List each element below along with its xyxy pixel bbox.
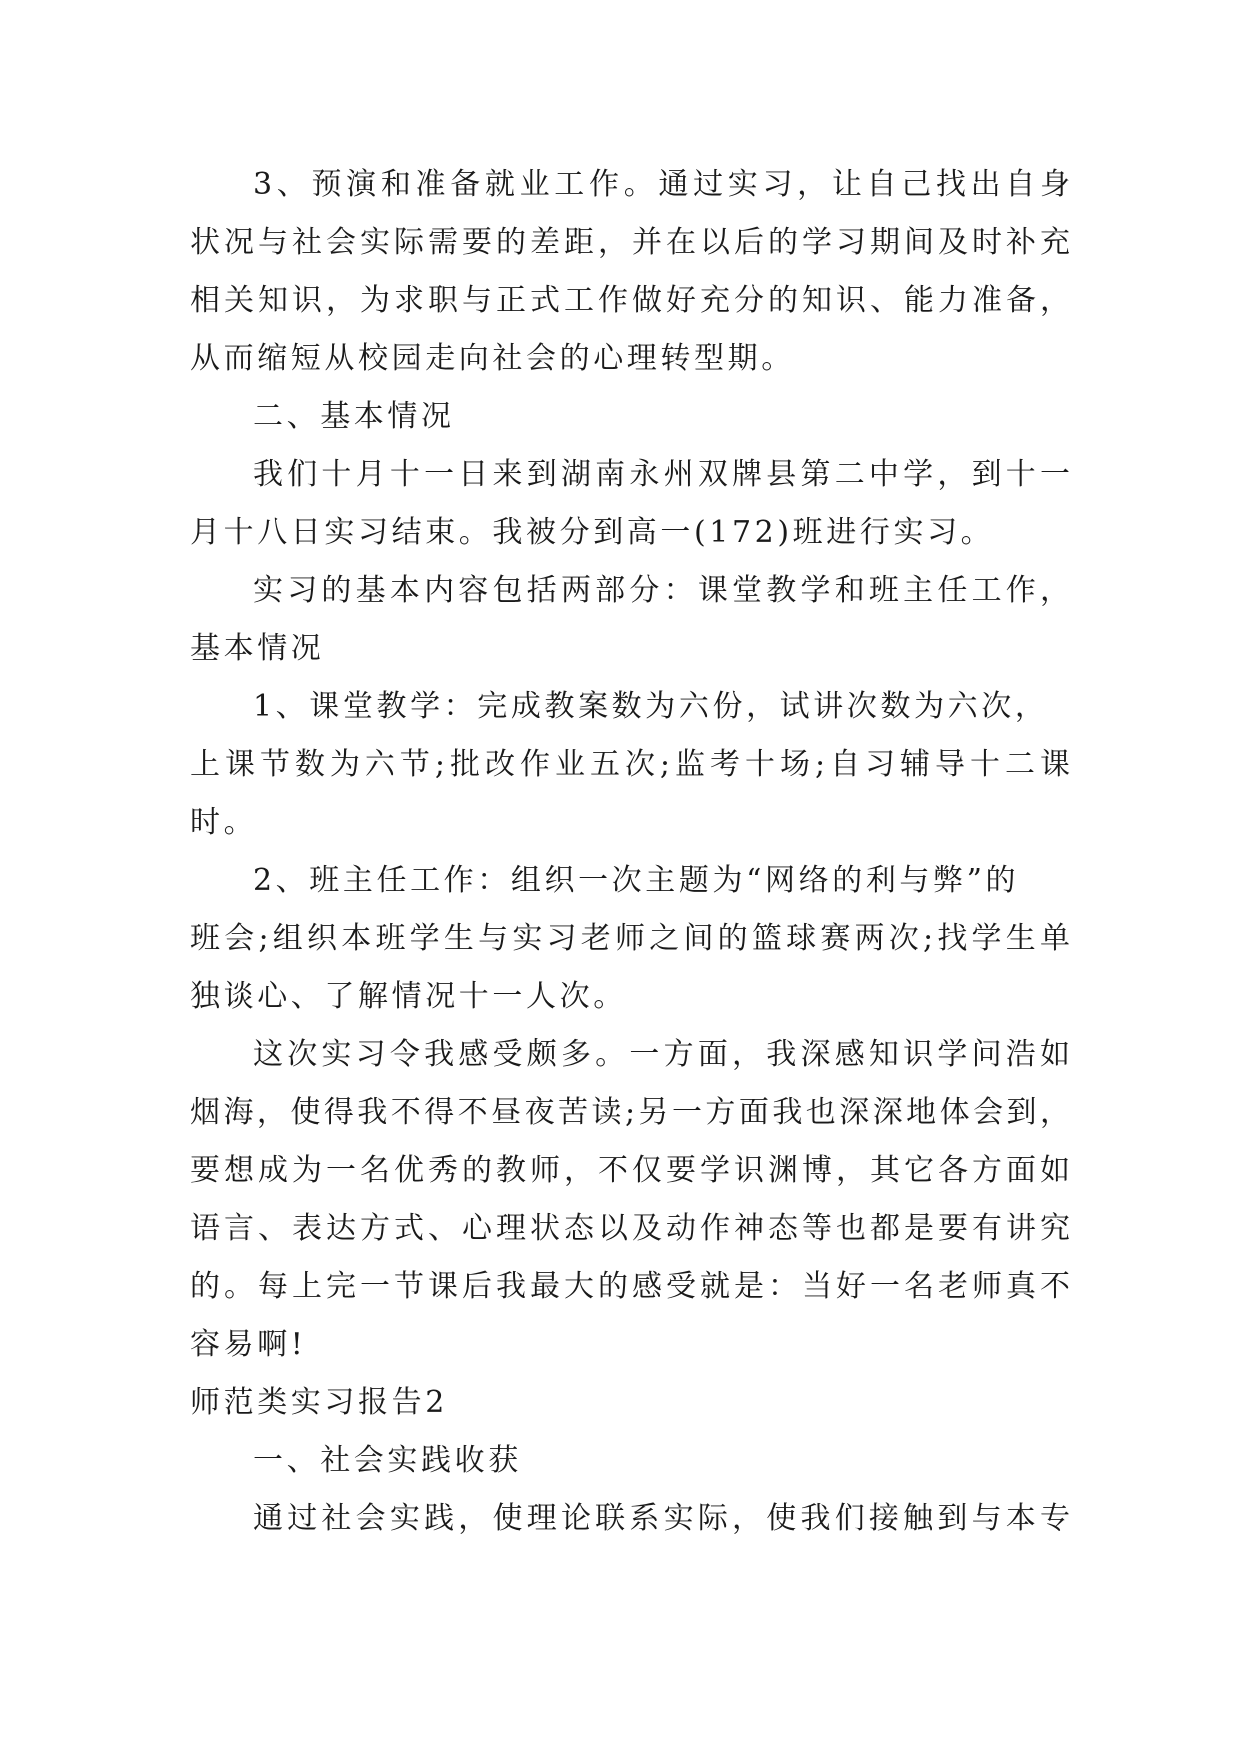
text-line: 容易啊!	[190, 1327, 307, 1362]
text-line: 独谈心、了解情况十一人次。	[190, 979, 627, 1014]
text-line: 3、预演和准备就业工作。通过实习，让自己找出自身	[253, 167, 1070, 202]
text-line: 我们十月十一日来到湖南永州双牌县第二中学，到十一	[253, 457, 1070, 492]
text-line: 的。每上完一节课后我最大的感受就是：当好一名老师真不	[190, 1269, 1070, 1304]
text-line: 1、课堂教学：完成教案数为六份，试讲次数为六次，	[253, 689, 1049, 724]
text-line: 上课节数为六节;批改作业五次;监考十场;自习辅导十二课	[190, 747, 1070, 782]
text-line: 时。	[190, 805, 258, 840]
text-line: 2、班主任工作：组织一次主题为“网络的利与弊”的	[253, 863, 1020, 898]
text-line: 这次实习令我感受颇多。一方面，我深感知识学问浩如	[253, 1037, 1070, 1072]
text-line: 实习的基本内容包括两部分：课堂教学和班主任工作，	[253, 573, 1070, 608]
text-line: 语言、表达方式、心理状态以及动作神态等也都是要有讲究	[190, 1211, 1070, 1246]
text-line: 烟海，使得我不得不昼夜苦读;另一方面我也深深地体会到，	[190, 1095, 1070, 1130]
section-heading: 一、社会实践收获	[253, 1443, 522, 1478]
text-line: 从而缩短从校园走向社会的心理转型期。	[190, 341, 795, 376]
text-line: 相关知识，为求职与正式工作做好充分的知识、能力准备，	[190, 283, 1070, 318]
text-line: 班会;组织本班学生与实习老师之间的篮球赛两次;找学生单	[190, 921, 1070, 956]
text-line: 状况与社会实际需要的差距，并在以后的学习期间及时补充	[190, 225, 1070, 260]
report-title: 师范类实习报告2	[190, 1385, 448, 1420]
section-heading: 二、基本情况	[253, 399, 455, 434]
text-line: 月十八日实习结束。我被分到高一(172)班进行实习。	[190, 515, 995, 550]
text-line: 基本情况	[190, 631, 325, 666]
text-line: 要想成为一名优秀的教师，不仅要学识渊博，其它各方面如	[190, 1153, 1070, 1188]
text-line: 通过社会实践，使理论联系实际，使我们接触到与本专	[253, 1501, 1070, 1536]
